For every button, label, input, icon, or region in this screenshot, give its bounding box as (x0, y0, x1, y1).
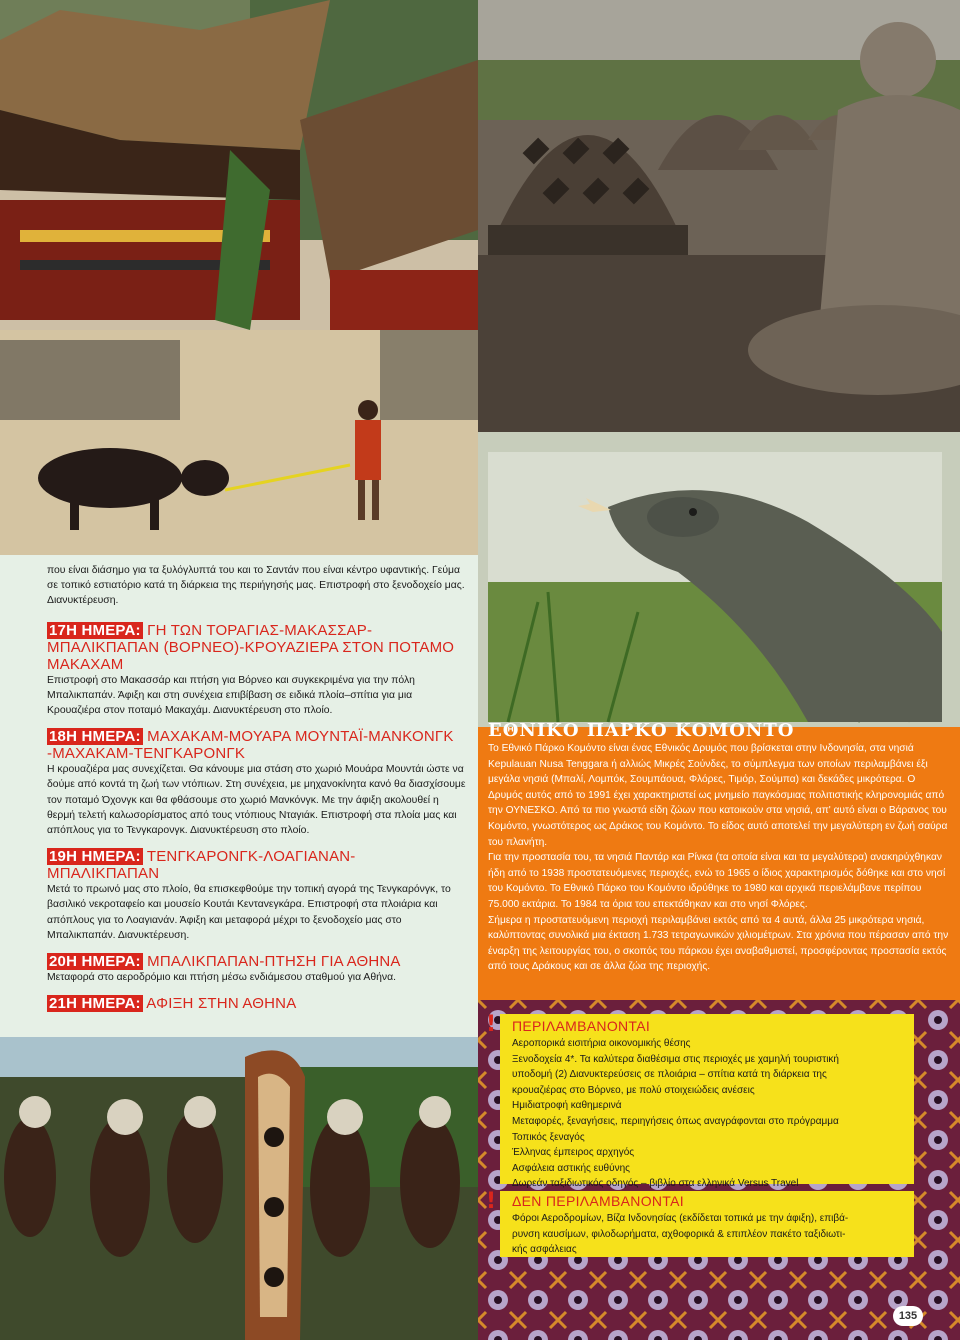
not-included-box (486, 1189, 914, 1257)
day-18-tag: 18Η ΗΜΕΡΑ: (49, 728, 141, 746)
not-included-item: Φόροι Αεροδρομίων, Βίζα Ινδονησίας (εκδίδεται τοπικά με την άφιξη), επιβά- (512, 1213, 849, 1224)
day-20-text: Μεταφορά στο αεροδρόμιο και πτήση μέσω ενδιάμεσου σταθμού για Αθήνα. (47, 972, 397, 984)
not-included-item: ρυνση καυσίμων, φιλοδωρήματα, αχθοφορικά & επιπλέον πακέτο ταξιδιωτι- (512, 1228, 846, 1240)
day-18-text: Η κρουαζιέρα μας συνεχίζεται. Θα κάνουμε μια στάση στο χωριό Μουάρα Μουντάι ώστε να δούμε από κοντά τη ζωή των ντόπιων. Στη συνέχεια, με μηχανοκίνητα κανό θα διασχίσουμε τον ποταμό Όχονγκ και θα φθάσουμε στο χωριό Μανκόνγκ. Με την άφιξη ακολουθεί η θερμή τελετή καλωσορίσματος από τους ντόπιους Νταγιάκ. Επιστροφή στα πλοία μας και απόπλους για το Τενγκαρονγκ. Διανυκτέρευση στο πλοίο. (47, 764, 466, 837)
included-item: κρουαζιέρας στο Βόρνεο, με πολύ στοιχειώδεις ανέσεις (512, 1084, 755, 1096)
komodo-park-paragraph-1: Το Εθνικό Πάρκο Κομόντο είναι ένας Εθνικός Δρυμός που βρίσκεται στην Ινδονησία, στα νησιά Kepulauan Nusa Tenggara ή αλλιώς Μικρές Σούνδες, το σύμπλεγμα των οποίων περιλαμβάνει έξι μεγάλα νησιά (Μπαλί, Λομπόκ, Σουμπάουα, Φλόρες, Τιμόρ, Σούμπα) και δεκάδες μικρότερα. Ο Δρυμός αυτός από το 1991 έχει χαρακτηριστεί ως μνημείο παγκόσμιας πολιτιστικής κληρονομιάς από την ΟΥΝΕΣΚΟ. Από τα πιο γνωστά είδη ζώων που κατοικούν στα νησιά, απ' αυτό είναι ο Βάρανος του Κομόντο, γνωστότερος ως Δράκος του Κομόντο. Το είδος αυτό αποτελεί την μεγαλύτερη εν ζωή σαύρα του πλανήτη. (488, 743, 948, 848)
page-number: 135 (893, 1306, 923, 1326)
included-title: ΠΕΡΙΛΑΜΒΑΝΟΝΤΑΙ (512, 1018, 651, 1034)
day-19-tag: 19Η ΗΜΕΡΑ: (49, 848, 141, 866)
day-21-heading (47, 995, 467, 1012)
day-17-text: Επιστροφή στο Μακασσάρ και πτήση για Βόρνεο και συγκεκριμένα για την πόλη Μπαλικπαπάν. Άφιξη και στη συνέχεια επιβίβαση σε ειδικά πλοία–σπίτια για μια Κρουαζιέρα στον ποταμό Μακαχάμ. Διανυκτέρευση στο πλοίο. (47, 674, 415, 717)
intro-paragraph: που είναι διάσημο για τα ξυλόγλυπτά του και το Σαντάν που είναι κέντρο υφαντικής. Γεύμα σε τοπικό εστιατόριο κατά τη διάρκεια της περιήγησής μας. Επιστροφή στο ξενοδοχείο μας. Διανυκτέρευση. (47, 565, 465, 607)
included-item: Έλληνας έμπειρος αρχηγός (512, 1147, 635, 1159)
day-20-tag: 20Η ΗΜΕΡΑ: (49, 953, 141, 971)
day-17-heading (47, 622, 467, 673)
included-item: Ξενοδοχεία 4*. Τα καλύτερα διαθέσιμα στις περιοχές με χαμηλή τουριστική (512, 1053, 839, 1065)
day-19-heading (47, 848, 467, 882)
included-item: Ασφάλεια αστικής ευθύνης (512, 1162, 630, 1174)
borobudur-buddha-photo (478, 0, 960, 432)
day-19-text: Μετά το πρωινό μας στο πλοίο, θα επισκεφθούμε την τοπική αγορά της Τενγκαρόνγκ, το βασιλικό νεκροταφείο και μουσείο Κουτάι Κενταvεγκάρα. Επιστροφή στα πλοιάρια και απόπλους για το Λοαγιανάν. Άφιξη και μεταφορά μέχρι το ξενοδοχείο μας στο Μπαλικπαπάν. Διανυκτέρευση. (47, 884, 451, 941)
day-21-tag: 21Η ΗΜΕΡΑ: (49, 995, 141, 1013)
included-item: Αεροπορικά εισιτήρια οικονομικής θέσης (512, 1038, 691, 1049)
komodo-park-body (488, 741, 950, 975)
day-18-title: ΜΑΧΑΚΑΜ-ΜΟΥΑΡΑ ΜΟΥΝΤΑΪ-ΜΑΝΚΟΝΓΚ -ΜΑΧΑΚΑΜ-ΤΕΝΓΚΑΡΟΝΓΚ (47, 728, 454, 763)
included-box (486, 1012, 914, 1190)
day-18-heading (47, 728, 467, 762)
not-included-list (512, 1211, 908, 1258)
exclamation-icon: ! (486, 1189, 497, 1214)
included-item: υποδομή (2) Διανυκτερεύσεις σε πλοιάρια – σπίτια κατά τη διάρκεια της (512, 1069, 827, 1081)
day-19-title: ΤΕΝΓΚΑΡΟΝΓΚ-ΛΟΑΓΙΑΝΑΝ-ΜΠΑΛΙΚΠΑΠΑΝ (47, 848, 356, 883)
exclamation-icon: ! (486, 1012, 497, 1037)
day-20-heading (47, 953, 467, 970)
komodo-dragon-photo (478, 432, 960, 727)
komodo-park-title: ΕΘΝΙΚΟ ΠΑΡΚΟ ΚΟΜΟΝΤΟ (488, 720, 795, 741)
itinerary-column (0, 555, 478, 1037)
komodo-park-paragraph-3: Σήμερα η προστατευόμενη περιοχή περιλαμβάνει εκτός από τα 4 αυτά, άλλα 25 μικρότερα νησιά, καλύπτοντας συνολικά μια έκταση 1.733 τετραγωνικών χιλιομέτρων. Στα χρόνια που πέρασαν από την έναρξη της λειτουργίας του, ο σκοπός του πάρκου έχει αναβαθμιστεί, προσφέροντας προστασία εκτός από τους Δράκους και σε άλλα ζώα της περιοχής. (488, 914, 949, 973)
day-17-tag: 17Η ΗΜΕΡΑ: (49, 621, 141, 639)
not-included-title: ΔΕΝ ΠΕΡΙΛΑΜΒΑΝΟΝΤΑΙ (512, 1193, 684, 1209)
included-list (512, 1036, 908, 1192)
included-item: Ημιδιατροφή καθημερινά (512, 1100, 622, 1112)
dayak-warriors-photo (0, 1037, 478, 1340)
komodo-park-box (478, 720, 960, 1000)
not-included-item: κής ασφάλειας (512, 1244, 577, 1256)
day-21-title: ΑΦΙΞΗ ΣΤΗΝ ΑΘΗΝΑ (146, 995, 297, 1013)
included-item: Τοπικός ξεναγός (512, 1131, 585, 1143)
day-20-title: ΜΠΑΛΙΚΠΑΠΑΝ-ΠΤΗΣΗ ΓΙΑ ΑΘΗΝΑ (147, 953, 401, 971)
included-item: Δωρεάν ταξιδιωτικός οδηγός – βιβλίο στα ελληνικά Versus Travel (512, 1178, 799, 1190)
day-17-title: ΓΗ ΤΩΝ ΤΟΡΑΓΙΑΣ-ΜΑΚΑΣΣΑΡ-ΜΠΑΛΙΚΠΑΠΑΝ (ΒΟΡΝΕΟ)-ΚΡΟΥΑΖΙΕΡΑ ΣΤΟΝ ΠΟΤΑΜΟ ΜΑΚΑΧΑΜ (47, 621, 455, 673)
toraja-village-photo (0, 0, 478, 555)
komodo-park-paragraph-2: Για την προστασία του, τα νησιά Παντάρ και Ρίνκα (τα οποία είναι και τα μεγαλύτερα) ανακηρύχθηκαν ήδη από το 1938 προστατευόμενες περιοχές, ενώ το 1965 ο ίδιος χαρακτηρισμός δόθηκε και στο νησί του Κομόντο. Το Εθνικό Πάρκο του Κομόντο ιδρύθηκε το 1980 και αρχικά περιελάμβανε περίπου 75.000 εκτάρια. Το 1984 τα όρια του επεκτάθηκαν και στο νησί Φλόρες. (488, 852, 946, 910)
included-item: Μεταφορές, ξεναγήσεις, περιηγήσεις όπως αναγράφονται στο πρόγραμμα (512, 1115, 839, 1127)
